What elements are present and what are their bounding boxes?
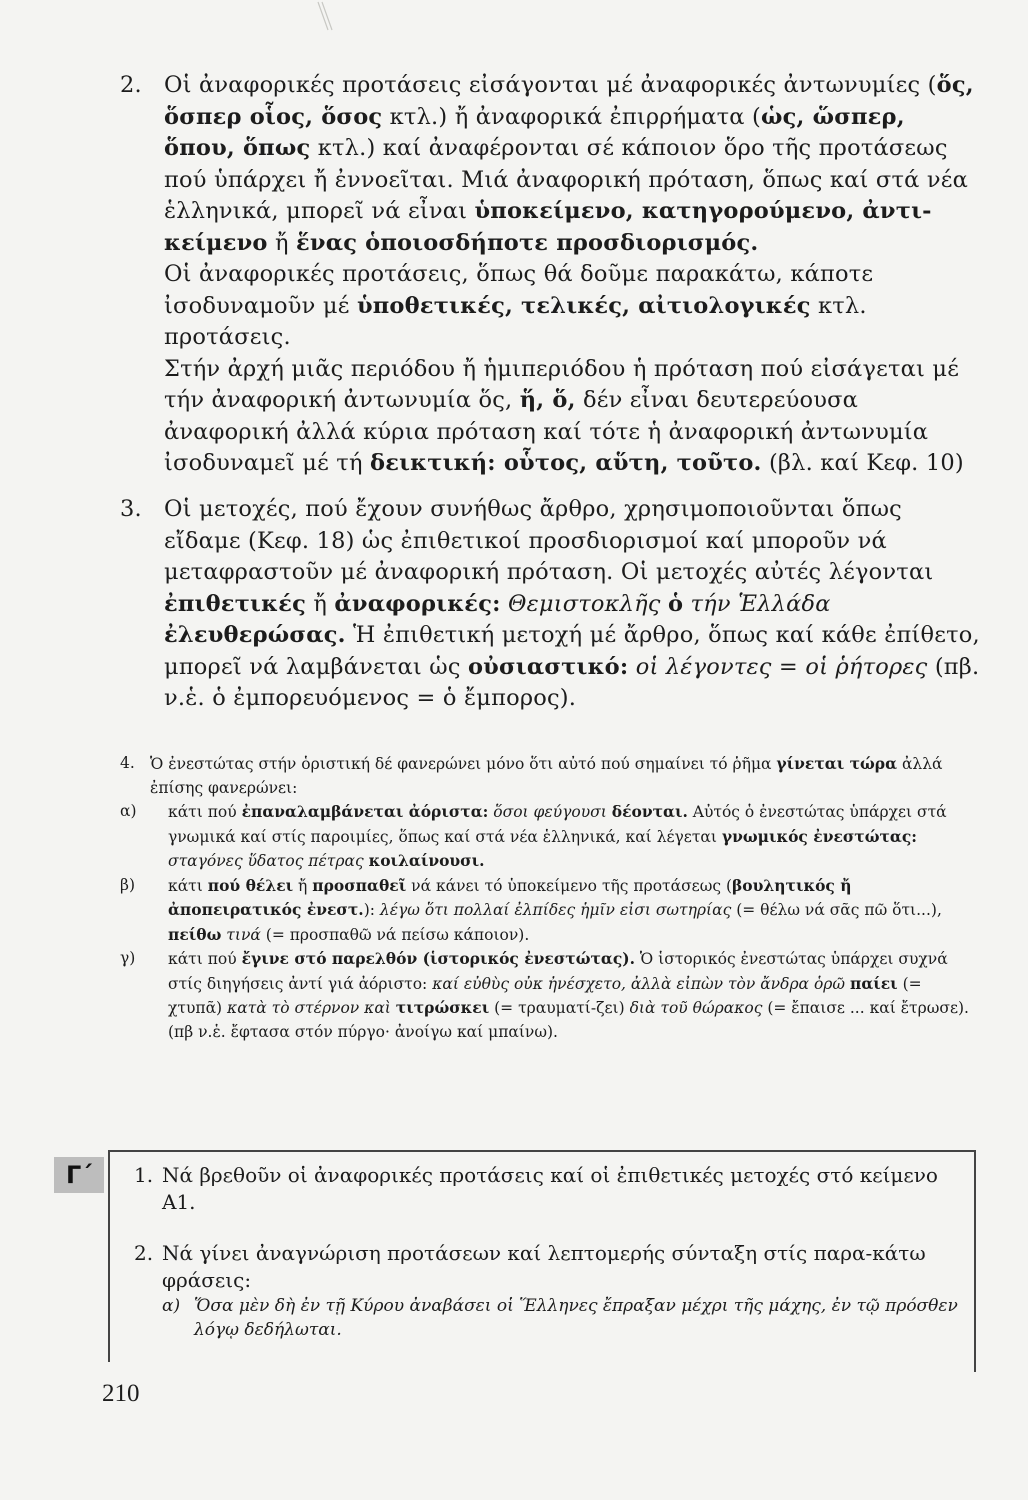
section-item-4: [120, 752, 980, 1044]
exercise-item-1: 1. Νά βρεθοῦν οἱ ἀναφορικές προτάσεις καί οἱ ἐπιθετικές μετοχές στό κείμενο Α1.: [134, 1163, 938, 1214]
item-number: 4.: [120, 754, 135, 772]
list-item-beta: β) κάτι πού θέλει ἤ προσπαθεῖ νά κάνει τό ὑποκείμενο τῆς προτάσεως (βουλητικός ἤ ἀποπειρατικός ἐνεστ.): λέγω ὅτι πολλαί ἐλπίδες ἡμῖν εἰσι σωτηρίας (= θέλω νά σᾶς πῶ ὅτι...), πείθω τινά (= προσπαθῶ νά πείσω κάποιον).: [120, 875, 942, 944]
paragraph: Στήν ἀρχή μιᾶς περιόδου ἤ ἡμιπεριόδου ἡ πρόταση πού εἰσάγεται μέ τήν ἀναφορική ἀντωνυμία ὅς, ἥ, ὅ, δέν εἶναι δευτερεύουσα ἀναφορική ἀλλά κύρια πρόταση καί τότε ἡ ἀναφορική ἀντωνυμία ἰσοδυναμεῖ μέ τή δεικτική: οὗτος, αὕτη, τοῦτο. (βλ. καί Κεφ. 10): [164, 355, 964, 476]
exercise-item-2: 2. Νά γίνει ἀναγνώριση προτάσεων καί λεπτομερής σύνταξη στίς παρα-κάτω φράσεις: α) Ὅσα μὲν δὴ ἐν τῇ Κύρου ἀναβάσει οἱ Ἕλληνες ἔπραξαν μέχρι τῆς μάχης, ἐν τῷ πρόσθεν λόγῳ δεδήλωται.: [134, 1240, 964, 1342]
section-label-gamma: Γ΄: [54, 1157, 104, 1193]
exercise-subitem-a: α) Ὅσα μὲν δὴ ἐν τῇ Κύρου ἀναβάσει οἱ Ἕλληνες ἔπραξαν μέχρι τῆς μάχης, ἐν τῷ πρόσθεν λόγῳ δεδήλωται.: [162, 1296, 958, 1340]
section-item-3: [120, 494, 980, 715]
paragraph: Ὁ ἐνεστώτας στήν ὁριστική δέ φανερώνει μόνο ὅτι αὐτό πού σημαίνει τό ῥῆμα γίνεται τώρα ἀλλά ἐπίσης φανερώνει:: [150, 754, 943, 797]
page-number: 210: [102, 1380, 140, 1407]
paragraph: Οἱ μετοχές, πού ἔχουν συνήθως ἄρθρο, χρησιμοποιοῦνται ὅπως εἴδαμε (Κεφ. 18) ὡς ἐπιθετικοί προσδιορισμοί καί μποροῦν νά μεταφραστοῦν μέ ἀναφορική πρόταση. Οἱ μετοχές αὐτές λέγονται ἐπιθετικές ἤ ἀναφορικές: Θεμιστοκλῆς ὁ τήν Ἑλλάδα ἐλευθερώσας. Ἡ ἐπιθετική μετοχή μέ ἄρθρο, ὅπως καί κάθε ἐπίθετο, μπορεῖ νά λαμβάνεται ὡς οὐσιαστικό: οἱ λέγοντες = οἱ ῥήτορες (πβ. ν.ἑ. ὁ ἐμπορευόμενος = ὁ ἔμπορος).: [164, 496, 980, 711]
paragraph: Οἱ ἀναφορικές προτάσεις, ὅπως θά δοῦμε παρακάτω, κάποτε ἰσοδυναμοῦν μέ ὑποθετικές, τελικές, αἰτιολογικές κτλ. προτάσεις.: [164, 261, 874, 350]
paragraph: Οἱ ἀναφορικές προτάσεις εἰσάγονται μέ ἀναφορικές ἀντωνυμίες (ὅς, ὅσπερ οἷος, ὅσος κτλ.) ἤ ἀναφορικά ἐπιρρήματα (ὡς, ὥσπερ, ὅπου, ὅπως κτλ.) καί ἀναφέρονται σέ κάποιον ὅρο τῆς προτάσεως πού ὑπάρχει ἤ ἐννοεῖται. Μιά ἀναφορική πρόταση, ὅπως καί στά νέα ἑλληνικά, μπορεῖ νά εἶναι ὑποκείμενο, κατηγορούμενο, ἀντι-κείμενο ἤ ἕνας ὁποιοσδήποτε προσδιορισμός.: [164, 72, 974, 256]
list-item-gamma: γ) κάτι πού ἔγινε στό παρελθόν (ἱστορικός ἐνεστώτας). Ὁ ἱστορικός ἐνεστώτας ὑπάρχει συχνά στίς διηγήσεις ἀντί γιά ἀόριστο: καί εὐθὺς οὐκ ἠνέσχετο, ἀλλὰ εἰπὼν τὸν ἄνδρα ὁρῶ παίει (= χτυπᾶ) κατὰ τὸ στέρνον καὶ τιτρώσκει (= τραυματί-ζει) διὰ τοῦ θώρακος (= ἔπαισε ... καί ἔτρωσε). (πβ ν.ἑ. ἔφτασα στόν πύργο· ἀνοίγω καί μπαίνω).: [120, 949, 969, 1041]
box-edge: [974, 1342, 976, 1372]
item-number: 2.: [120, 72, 142, 98]
list-item-alpha: α) κάτι πού ἐπαναλαμβάνεται ἀόριστα: ὅσοι φεύγουσι δέονται. Αὐτός ὁ ἐνεστώτας ὑπάρχει στά γνωμικά καί στίς παροιμίες, ὅπως καί στά νέα ἑλληνικά, καί λέγεται γνωμικός ἐνεστώτας: σταγόνες ὕδατος πέτρας κοιλαίνουσι.: [120, 802, 947, 870]
section-item-2: [120, 70, 980, 480]
scribble-mark-icon: [312, 0, 336, 36]
item-number: 3.: [120, 496, 142, 522]
